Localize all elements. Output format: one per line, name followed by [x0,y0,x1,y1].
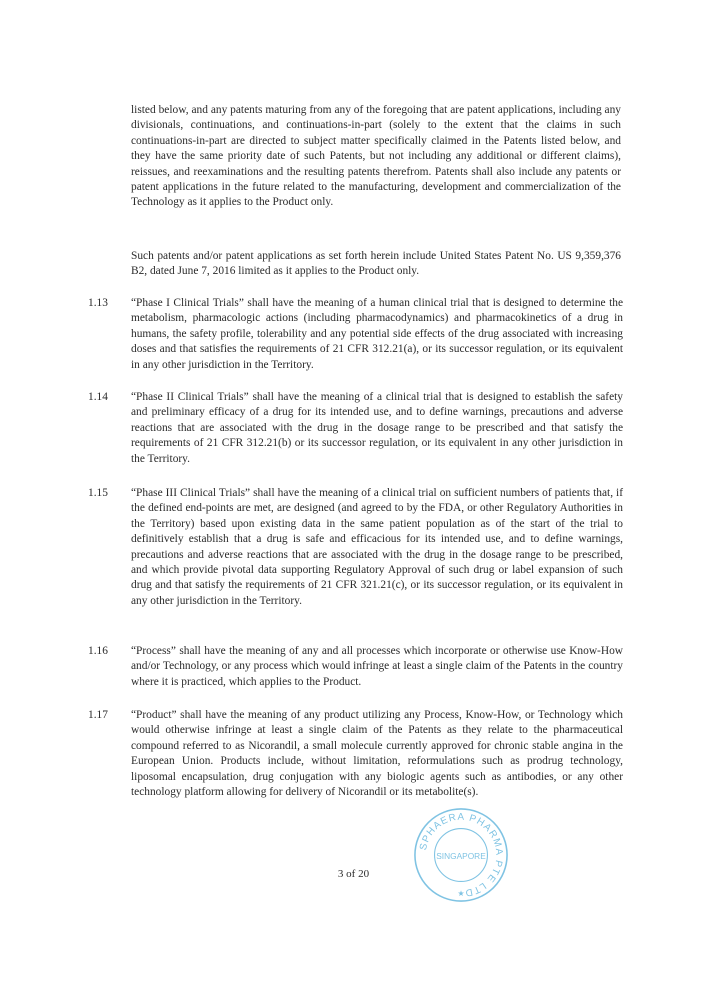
company-seal-stamp [412,806,510,904]
svg-text:★: ★ [457,889,465,899]
clause-text: “Process” shall have the meaning of any and all processes which incorporate or otherwise use Know-How and/or Technology, or any process which would infringe at least a single claim of the Patents in the country where it is practiced, which applies to the Product. [131,645,623,688]
clause-text: “Phase II Clinical Trials” shall have the meaning of a clinical trial that is designed to establish the safety and preliminary efficacy of a drug for its intended use, and to define warnings, precautions and adverse reactions that are associated with the drug in the dosage range to be prescribed and that satisfy the requirements of 21 CFR 312.21(b) or its successor regulation, or its equivalent in any other jurisdiction in the Territory. [131,391,623,465]
clause-text: “Phase I Clinical Trials” shall have the meaning of a human clinical trial that is designed to determine the metabolism, pharmacologic actions (including pharmacodynamics) and pharmacokinetics of a drug in humans, the safety profile, tolerability and any potential side effects of the drug associated with increasing doses and that satisfies the requirements of 21 CFR 312.21(a), or its successor regulation, or its equivalent in any other jurisdiction in the Territory. [131,297,623,371]
clause-1-15 [88,486,623,609]
clause-number: 1.15 [88,487,108,499]
clause-number: 1.16 [88,645,108,657]
clause-1-17 [88,708,623,800]
clause-1-13 [88,296,623,373]
clause-number: 1.17 [88,709,108,721]
clause-text: “Phase III Clinical Trials” shall have the meaning of a clinical trial on sufficient numbers of patients that, if the defined end-points are met, are designed (and agreed to by the FDA, or other Regulatory Authorities in the Territory) based upon existing data in the same patient population as of the start of the trial to definitively establish that a drug is safe and efficacious for its intended use, and to define warnings, precautions and adverse reactions that are associated with the drug in the dosage range to be prescribed, and which provide pivotal data supporting Regulatory Approval of such drug or label expansion of such drug and that satisfy the requirements of 21 CFR 321.21(c), or its successor regulation, or its equivalent in any other jurisdiction in the Territory. [131,487,623,607]
clause-text: “Product” shall have the meaning of any product utilizing any Process, Know-How, or Technology which would otherwise infringe at least a single claim of the Patents as they relate to the pharmaceutical compound referred to as Nicorandil, a small molecule currently approved for chronic stable angina in the European Union. Products include, without limitation, reformulations such as prodrug technology, liposomal encapsulation, drug conjugation with any biologic agents such as antibodies, or any other technology platform allowing for delivery of Nicorandil or its metabolite(s). [131,709,623,799]
patents-paragraph: Such patents and/or patent applications as set forth herein include United States Patent No. US 9,359,376 B2, dated June 7, 2016 limited as it applies to the Product only. [131,250,621,278]
svg-text:SPHAERA PHARMA PTE LTD: SPHAERA PHARMA PTE LTD [418,811,505,899]
page-number: 3 of 20 [337,868,370,880]
clause-1-16 [88,644,623,690]
clause-number: 1.13 [88,297,108,309]
svg-text:SINGAPORE: SINGAPORE [436,850,486,861]
clause-1-14 [88,390,623,467]
intro-paragraph: listed below, and any patents maturing from any of the foregoing that are patent applications, including any divisionals, continuations, and continuations-in-part (solely to the extent that the claims in such continuations-in-part are directed to subject matter specifically claimed in the Patents listed below, and they have the same priority date of such Patents, but not including any additional or different claims), reissues, and reexaminations and the resulting patents therefrom. Patents shall also include any patents or patent applications in the future related to the manufacturing, development and commercialization of the Technology as it applies to the Product only. [131,104,621,209]
clause-number: 1.14 [88,391,108,403]
